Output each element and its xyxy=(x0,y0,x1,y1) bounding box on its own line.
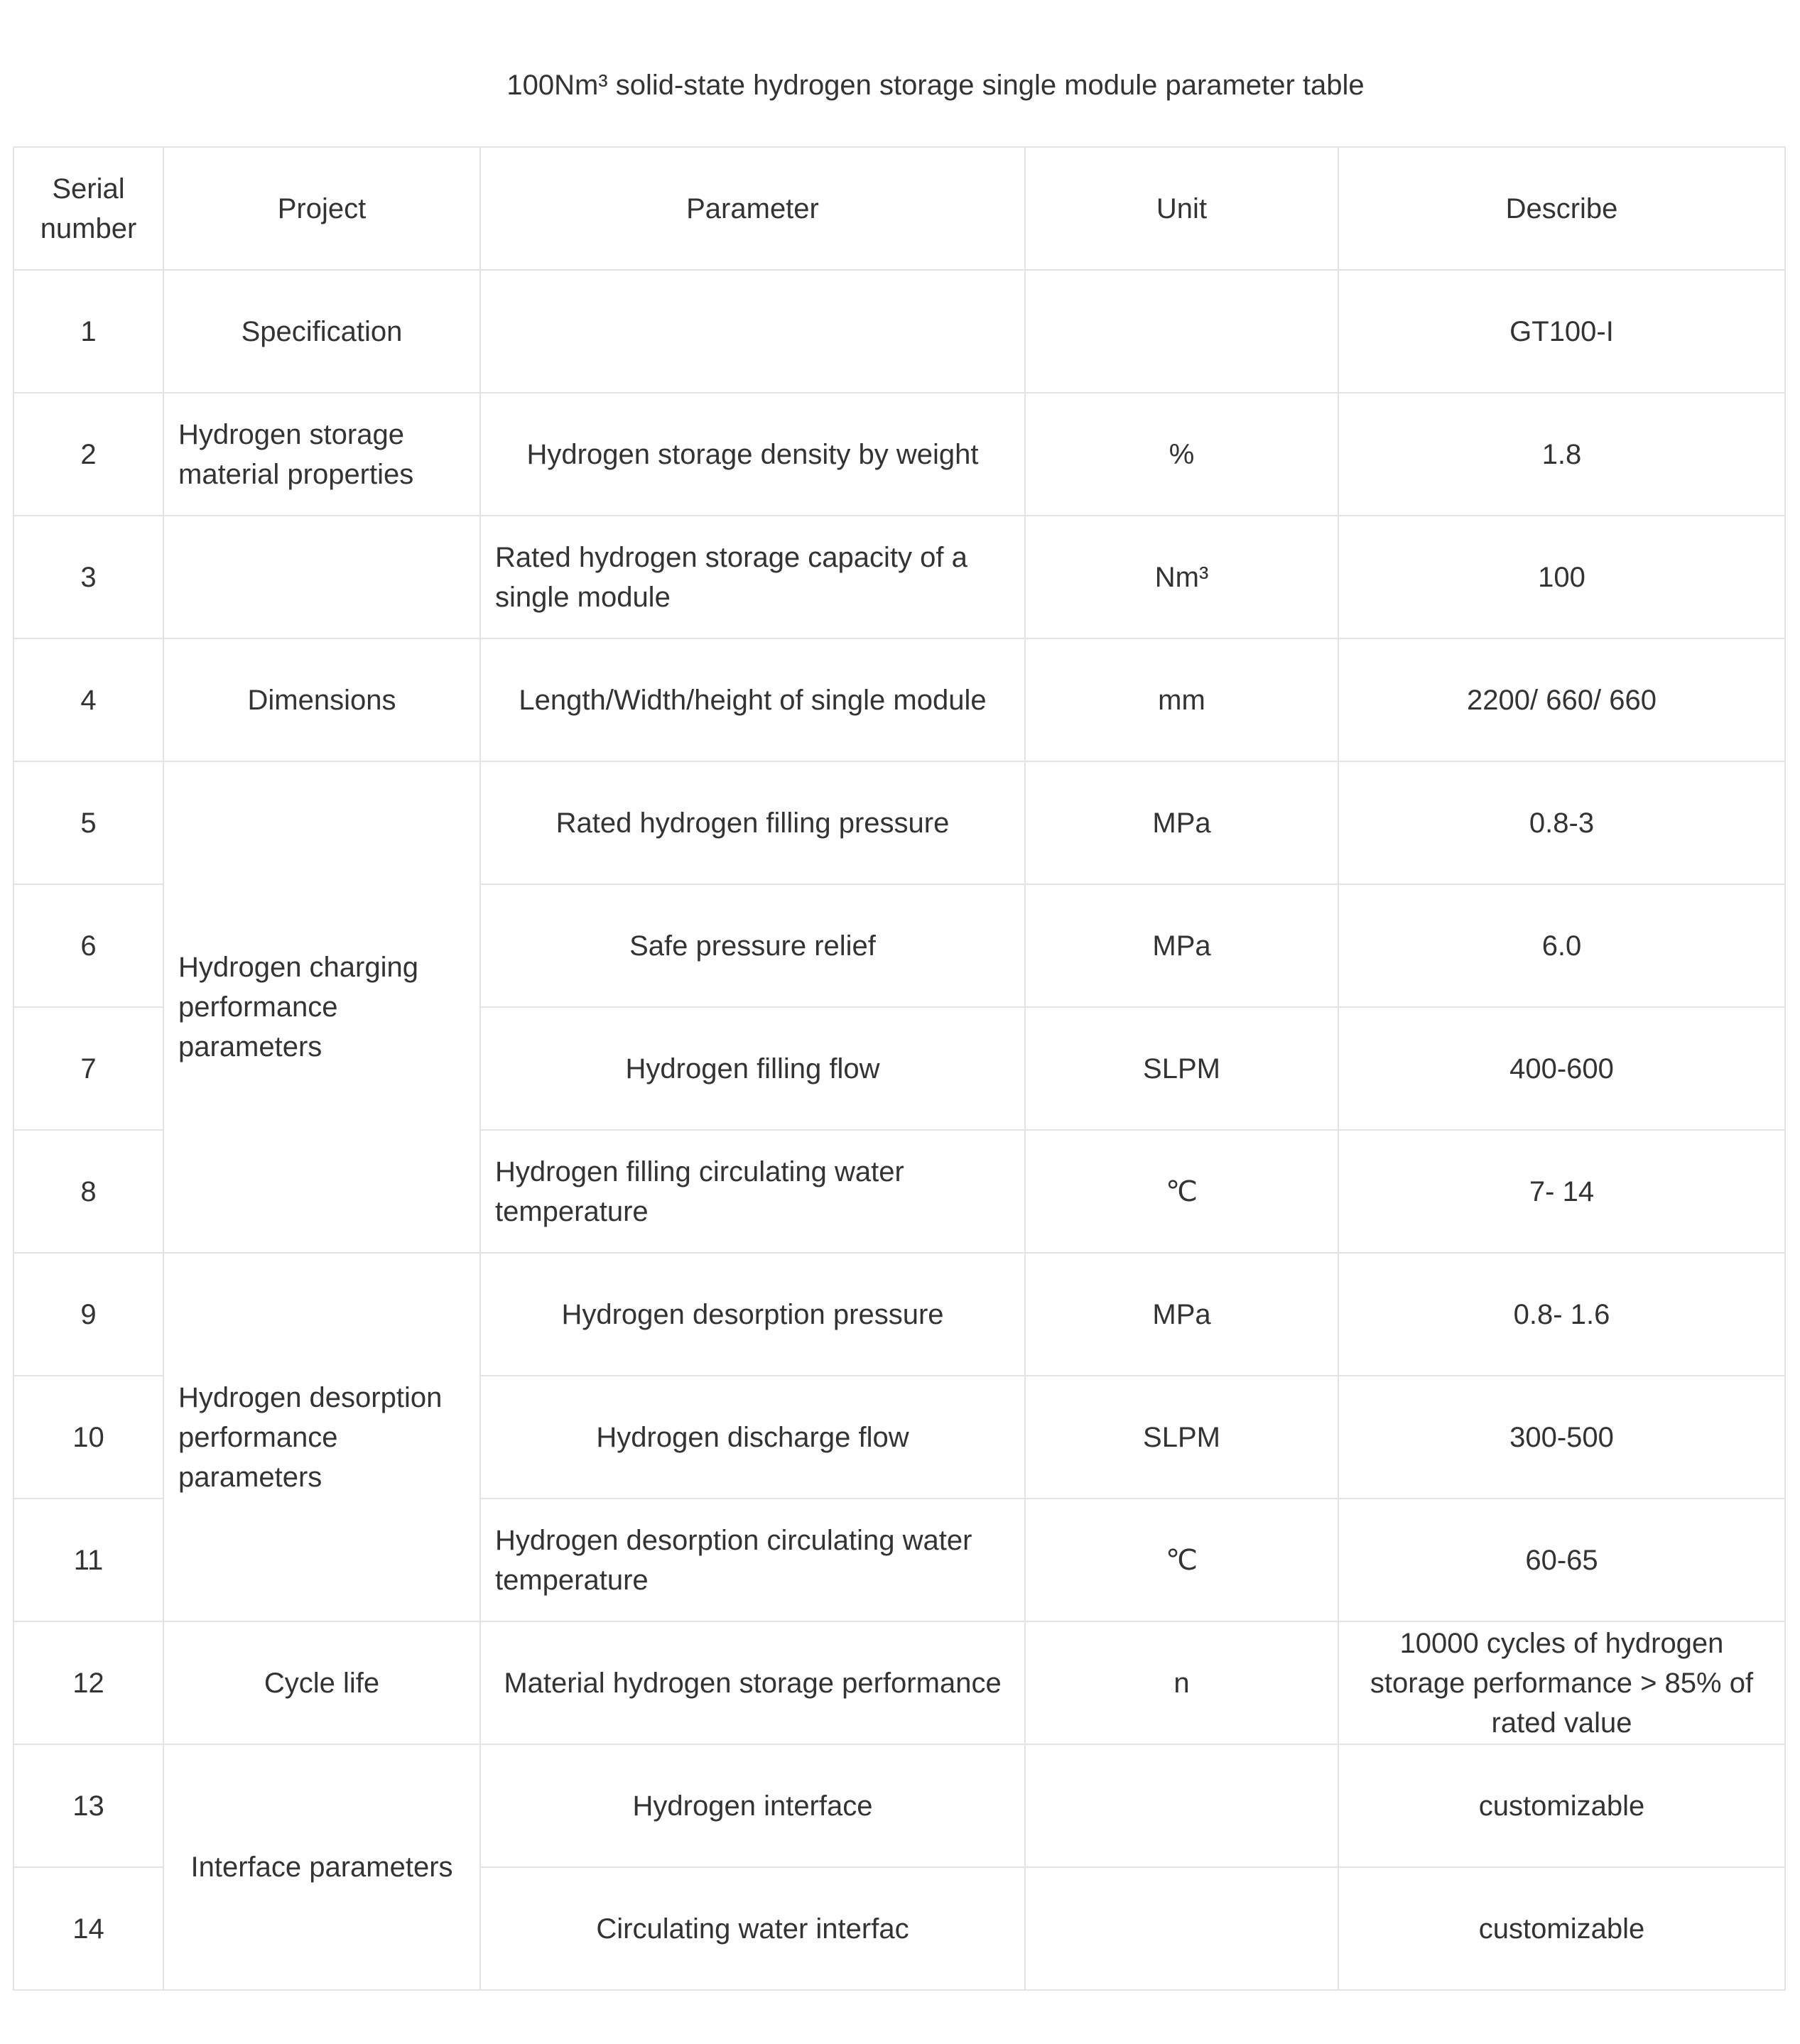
describe-cell: 400-600 xyxy=(1338,1007,1785,1130)
unit-cell: MPa xyxy=(1025,1253,1338,1376)
serial-cell: 11 xyxy=(13,1499,163,1621)
table-header-row xyxy=(13,147,1785,270)
describe-cell: 0.8-3 xyxy=(1338,761,1785,884)
describe-cell: 60-65 xyxy=(1338,1499,1785,1621)
serial-cell: 1 xyxy=(13,270,163,393)
parameter-label: Material hydrogen storage performance xyxy=(504,1667,1002,1699)
parameter-label: Rated hydrogen storage capacity of a single module xyxy=(495,541,967,613)
table-row xyxy=(13,393,1785,516)
parameter-cell: Circulating water interfac xyxy=(480,1867,1025,1990)
unit-cell: ℃ xyxy=(1025,1499,1338,1621)
describe-cell: customizable xyxy=(1338,1744,1785,1867)
parameter-cell: Hydrogen interface xyxy=(480,1744,1025,1867)
unit-cell: n xyxy=(1025,1621,1338,1744)
parameter-cell: Rated hydrogen filling pressure xyxy=(480,761,1025,884)
serial-cell: 6 xyxy=(13,884,163,1007)
describe-cell: 100 xyxy=(1338,516,1785,638)
unit-cell: MPa xyxy=(1025,761,1338,884)
serial-cell: 5 xyxy=(13,761,163,884)
describe-cell: customizable xyxy=(1338,1867,1785,1990)
parameter-cell: Hydrogen discharge flow xyxy=(480,1376,1025,1499)
project-cell: Cycle life xyxy=(163,1621,480,1744)
serial-cell: 4 xyxy=(13,638,163,761)
project-label: Hydrogen desorption performance parameters xyxy=(178,1381,443,1493)
table-row xyxy=(13,761,1785,884)
describe-cell: 300-500 xyxy=(1338,1376,1785,1499)
project-cell xyxy=(163,393,480,516)
project-label: Hydrogen charging performance parameters xyxy=(178,952,418,1062)
unit-cell: mm xyxy=(1025,638,1338,761)
parameter-cell xyxy=(480,1130,1025,1253)
describe-cell: 1.8 xyxy=(1338,393,1785,516)
unit-cell: % xyxy=(1025,393,1338,516)
project-cell xyxy=(163,761,480,1253)
header-describe: Describe xyxy=(1338,147,1785,270)
project-cell xyxy=(163,1253,480,1621)
describe-cell: 7- 14 xyxy=(1338,1130,1785,1253)
header-unit: Unit xyxy=(1025,147,1338,270)
parameter-cell xyxy=(480,270,1025,393)
serial-cell: 7 xyxy=(13,1007,163,1130)
describe-cell: GT100-I xyxy=(1338,270,1785,393)
table-row xyxy=(13,516,1785,638)
serial-cell: 13 xyxy=(13,1744,163,1867)
parameter-cell xyxy=(480,1621,1025,1744)
parameter-cell: Safe pressure relief xyxy=(480,884,1025,1007)
unit-cell xyxy=(1025,1744,1338,1867)
header-serial-number: Serial number xyxy=(13,147,163,270)
project-cell: Dimensions xyxy=(163,638,480,761)
parameter-label: Hydrogen desorption circulating water temperature xyxy=(495,1524,972,1596)
project-label: Hydrogen storage material properties xyxy=(178,418,414,490)
parameter-table xyxy=(13,146,1786,1991)
parameter-cell: Hydrogen desorption pressure xyxy=(480,1253,1025,1376)
parameter-label: Hydrogen filling circulating water temperature xyxy=(495,1156,904,1227)
serial-cell: 2 xyxy=(13,393,163,516)
table-row xyxy=(13,1621,1785,1744)
serial-cell: 9 xyxy=(13,1253,163,1376)
serial-cell: 10 xyxy=(13,1376,163,1499)
describe-cell: 10000 cycles of hydrogen storage performance > 85% of rated value xyxy=(1338,1621,1785,1744)
unit-cell: Nm³ xyxy=(1025,516,1338,638)
table-row xyxy=(13,270,1785,393)
describe-cell: 2200/ 660/ 660 xyxy=(1338,638,1785,761)
header-parameter: Parameter xyxy=(480,147,1025,270)
parameter-cell: Length/Width/height of single module xyxy=(480,638,1025,761)
table-row xyxy=(13,1253,1785,1376)
unit-cell: MPa xyxy=(1025,884,1338,1007)
parameter-cell: Hydrogen storage density by weight xyxy=(480,393,1025,516)
project-cell: Interface parameters xyxy=(163,1744,480,1990)
serial-cell: 3 xyxy=(13,516,163,638)
table-row xyxy=(13,1744,1785,1867)
table-row xyxy=(13,638,1785,761)
page-title: 100Nm³ solid-state hydrogen storage single module parameter table xyxy=(506,70,1365,101)
unit-cell: ℃ xyxy=(1025,1130,1338,1253)
parameter-cell xyxy=(480,516,1025,638)
unit-cell: SLPM xyxy=(1025,1007,1338,1130)
parameter-cell xyxy=(480,1499,1025,1621)
serial-cell: 14 xyxy=(13,1867,163,1990)
serial-cell: 8 xyxy=(13,1130,163,1253)
describe-cell: 6.0 xyxy=(1338,884,1785,1007)
project-cell: Specification xyxy=(163,270,480,393)
serial-cell: 12 xyxy=(13,1621,163,1744)
parameter-cell: Hydrogen filling flow xyxy=(480,1007,1025,1130)
project-cell xyxy=(163,516,480,638)
unit-cell xyxy=(1025,270,1338,393)
header-project: Project xyxy=(163,147,480,270)
unit-cell xyxy=(1025,1867,1338,1990)
describe-cell: 0.8- 1.6 xyxy=(1338,1253,1785,1376)
unit-cell: SLPM xyxy=(1025,1376,1338,1499)
